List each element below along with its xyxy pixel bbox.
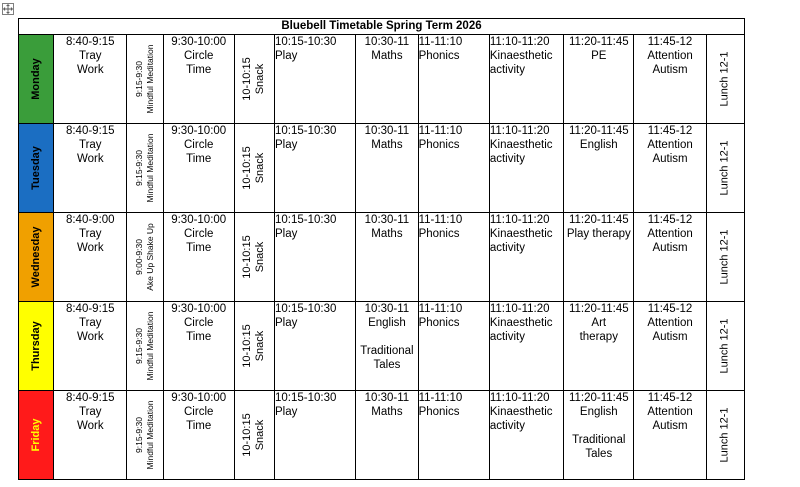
kinaesthetic-cell-line: Kinaesthetic [489,406,553,418]
kinaesthetic-cell-line: 11:10-11:20 [489,36,550,48]
phonics-cell-line: 11-11:10 [418,214,463,226]
late-morning-cell-line: 11:20-11:45 [568,303,629,315]
late-morning-cell [564,124,634,213]
day-cell [19,302,54,391]
mindful-cell-label [134,45,156,114]
circle-time-cell-line: Circle [184,406,214,418]
maths-cell-line: 10:30-11 [364,214,410,226]
circle-time-cell-line: Time [186,242,212,254]
attention-autism-cell-line: 11:45-12 [647,303,693,315]
attention-autism-cell-line: Autism [652,64,688,76]
lunch-cell-label: Lunch 12-1 [718,140,731,196]
tray-work-cell-line: 8:40-9:15 [65,36,115,48]
tray-work-cell-line: Work [76,242,104,254]
day-cell [19,391,54,480]
late-morning-cell [564,35,634,124]
circle-time-cell-line: Time [186,153,212,165]
table-row [19,302,745,391]
tray-work-cell-line: Tray [78,228,102,240]
late-morning-cell-line: Play therapy [566,228,631,240]
snack-cell [234,124,274,213]
snack-cell-line: 10-10:15 [241,146,254,190]
phonics-cell-line: Phonics [418,317,460,329]
timetable [18,18,745,480]
phonics-cell [418,213,489,302]
circle-time-cell-line: Circle [184,139,214,151]
play-cell [275,35,356,124]
day-cell [19,124,54,213]
circle-time-cell [163,213,234,302]
mindful-cell-line: Ake Up Shake Up [144,223,155,291]
play-cell-line: 10:15-10:30 [275,392,337,404]
circle-time-cell-line: Time [186,64,212,76]
mindful-cell-line: 9:15-9:30 [133,328,144,364]
maths-cell-line: Traditional [360,345,414,357]
tray-work-cell [54,35,127,124]
kinaesthetic-cell-line: activity [489,153,525,165]
phonics-cell-line: 11-11:10 [418,392,463,404]
circle-time-cell [163,391,234,480]
mindful-cell [127,213,163,302]
tray-work-cell-line: Work [76,420,104,432]
kinaesthetic-cell-line: 11:10-11:20 [489,125,550,137]
play-cell-line: 10:15-10:30 [275,214,337,226]
snack-cell-line: Snack [254,152,267,184]
maths-cell-line: English [368,317,406,329]
attention-autism-cell-line: Attention [647,228,693,240]
circle-time-cell-line: Circle [184,228,214,240]
day-label: Tuesday [30,146,43,190]
mindful-cell-line: 9:15-9:30 [133,150,144,186]
lunch-cell [706,35,744,124]
maths-cell-line: 10:30-11 [364,125,410,137]
late-morning-cell-line: 11:20-11:45 [568,392,629,404]
kinaesthetic-cell [489,302,563,391]
tray-work-cell-line: Tray [78,317,102,329]
attention-autism-cell-line: 11:45-12 [647,392,693,404]
day-cell [19,35,54,124]
maths-cell-line: 10:30-11 [364,36,410,48]
maths-cell [356,391,418,480]
snack-cell-line: Snack [254,241,267,273]
phonics-cell [418,35,489,124]
snack-cell-line: Snack [254,330,267,362]
circle-time-cell-line: Circle [184,50,214,62]
maths-cell-line: Maths [371,406,403,418]
lunch-cell-label: Lunch 12-1 [718,229,731,285]
phonics-cell [418,302,489,391]
play-cell-line: Play [275,139,298,151]
kinaesthetic-cell-line: 11:10-11:20 [489,214,550,226]
mindful-cell-label [134,401,156,470]
play-cell [275,302,356,391]
phonics-cell-line: 11-11:10 [418,303,463,315]
play-cell-line: 10:15-10:30 [275,36,337,48]
play-cell [275,213,356,302]
tray-work-cell-line: Tray [78,139,102,151]
maths-cell-line: Maths [371,228,403,240]
kinaesthetic-cell-line: activity [489,420,525,432]
table-move-handle-icon[interactable] [2,3,14,15]
late-morning-cell-line: 11:20-11:45 [568,125,629,137]
kinaesthetic-cell-line: Kinaesthetic [489,139,553,151]
tray-work-cell [54,124,127,213]
circle-time-cell [163,302,234,391]
attention-autism-cell-line: Attention [647,317,693,329]
day-label: Wednesday [30,226,43,288]
tray-work-cell-line: Work [76,331,104,343]
day-label: Thursday [30,321,43,371]
tray-work-cell [54,213,127,302]
snack-cell [234,35,274,124]
late-morning-cell-line: PE [591,50,607,62]
circle-time-cell [163,35,234,124]
mindful-cell-label [134,223,156,291]
tray-work-cell-line: Work [76,153,104,165]
snack-cell-line: Snack [254,63,267,95]
circle-time-cell-line: 9:30-10:00 [171,303,227,315]
late-morning-cell-line: Tales [585,448,613,460]
kinaesthetic-cell-line: activity [489,331,525,343]
day-label: Monday [30,58,43,100]
late-morning-cell-line: 11:20-11:45 [568,214,629,226]
mindful-cell [127,124,163,213]
play-cell [275,124,356,213]
tray-work-cell-line: 8:40-9:15 [65,392,115,404]
kinaesthetic-cell-line: 11:10-11:20 [489,392,550,404]
lunch-cell [706,213,744,302]
kinaesthetic-cell [489,391,563,480]
late-morning-cell-line [564,419,633,433]
maths-cell-line: Tales [373,359,401,371]
maths-cell-line [356,330,417,344]
snack-cell-label [241,235,267,278]
play-cell-line: 10:15-10:30 [275,125,337,137]
mindful-cell [127,35,163,124]
phonics-cell-line: Phonics [418,139,460,151]
lunch-cell [706,124,744,213]
tray-work-cell-line: 8:40-9:15 [65,125,115,137]
late-morning-cell-line: therapy [579,331,618,343]
mindful-cell [127,302,163,391]
mindful-cell-line: Mindful Meditation [144,400,155,470]
timetable-title: Bluebell Timetable Spring Term 2026 [19,19,745,35]
mindful-cell-line: 9:00-9:30 [133,239,144,275]
maths-cell-line: 10:30-11 [364,392,410,404]
mindful-cell-line: Mindful Meditation [144,44,155,114]
phonics-cell-line: 11-11:10 [418,36,463,48]
table-row [19,391,745,480]
kinaesthetic-cell-line: activity [489,242,525,254]
lunch-cell-label: Lunch 12-1 [718,51,731,107]
phonics-cell [418,391,489,480]
maths-cell-line: Maths [371,50,403,62]
play-cell-line: Play [275,228,298,240]
circle-time-cell-line: Time [186,420,212,432]
circle-time-cell [163,124,234,213]
late-morning-cell-line: English [579,139,618,151]
snack-cell-label [241,324,267,367]
phonics-cell-line: Phonics [418,228,460,240]
phonics-cell-line: Phonics [418,406,460,418]
play-cell-line: 10:15-10:30 [275,303,337,315]
late-morning-cell [564,391,634,480]
phonics-cell [418,124,489,213]
play-cell-line: Play [275,406,298,418]
attention-autism-cell [634,391,706,480]
late-morning-cell [564,302,634,391]
late-morning-cell-line: Art [591,317,607,329]
circle-time-cell-line: 9:30-10:00 [171,125,227,137]
late-morning-cell [564,213,634,302]
circle-time-cell-line: 9:30-10:00 [171,392,227,404]
lunch-cell-label: Lunch 12-1 [718,318,731,374]
kinaesthetic-cell-line: activity [489,64,525,76]
kinaesthetic-cell [489,213,563,302]
attention-autism-cell-line: 11:45-12 [647,36,693,48]
mindful-cell-line: Mindful Meditation [144,311,155,381]
attention-autism-cell-line: Attention [647,406,693,418]
kinaesthetic-cell [489,124,563,213]
snack-cell [234,391,274,480]
table-row [19,35,745,124]
tray-work-cell-line: Tray [78,406,102,418]
late-morning-cell-line: English [579,406,618,418]
attention-autism-cell-line: Autism [652,331,688,343]
attention-autism-cell-line: Attention [647,50,693,62]
tray-work-cell [54,391,127,480]
tray-work-cell-line: 8:40-9:15 [65,303,115,315]
mindful-cell-line: 9:15-9:30 [133,417,144,453]
day-label: Friday [30,418,43,452]
maths-cell [356,302,418,391]
attention-autism-cell [634,213,706,302]
attention-autism-cell-line: Autism [652,153,688,165]
mindful-cell-label [134,134,156,203]
attention-autism-cell-line: 11:45-12 [647,214,693,226]
phonics-cell-line: Phonics [418,50,460,62]
maths-cell-line: 10:30-11 [364,303,410,315]
lunch-cell [706,302,744,391]
snack-cell-line: 10-10:15 [241,324,254,368]
day-cell [19,213,54,302]
snack-cell-label [241,146,267,189]
snack-cell-line: 10-10:15 [241,413,254,457]
kinaesthetic-cell-line: 11:10-11:20 [489,303,550,315]
snack-cell-label [241,57,267,100]
play-cell-line: Play [275,50,298,62]
tray-work-cell-line: 8:40-9:00 [65,214,115,226]
circle-time-cell-line: Circle [184,317,214,329]
mindful-cell-line: 9:15-9:30 [133,61,144,97]
lunch-cell-label: Lunch 12-1 [718,407,731,463]
mindful-cell-line: Mindful Meditation [144,133,155,203]
late-morning-cell-line: 11:20-11:45 [568,36,629,48]
table-row [19,213,745,302]
attention-autism-cell-line: Autism [652,420,688,432]
circle-time-cell-line: Time [186,331,212,343]
circle-time-cell-line: 9:30-10:00 [171,36,227,48]
mindful-cell-label [134,312,156,381]
tray-work-cell-line: Tray [78,50,102,62]
snack-cell-label [241,413,267,456]
table-row [19,124,745,213]
kinaesthetic-cell-line: Kinaesthetic [489,50,553,62]
kinaesthetic-cell [489,35,563,124]
snack-cell-line: 10-10:15 [241,235,254,279]
maths-cell [356,124,418,213]
kinaesthetic-cell-line: Kinaesthetic [489,317,553,329]
play-cell-line: Play [275,317,298,329]
maths-cell [356,35,418,124]
maths-cell [356,213,418,302]
snack-cell [234,302,274,391]
snack-cell-line: 10-10:15 [241,57,254,101]
maths-cell-line: Maths [371,139,403,151]
attention-autism-cell [634,302,706,391]
attention-autism-cell [634,124,706,213]
attention-autism-cell-line: Attention [647,139,693,151]
lunch-cell [706,391,744,480]
mindful-cell [127,391,163,480]
phonics-cell-line: 11-11:10 [418,125,463,137]
play-cell [275,391,356,480]
attention-autism-cell-line: 11:45-12 [647,125,693,137]
attention-autism-cell-line: Autism [652,242,688,254]
kinaesthetic-cell-line: Kinaesthetic [489,228,553,240]
circle-time-cell-line: 9:30-10:00 [171,214,227,226]
attention-autism-cell [634,35,706,124]
late-morning-cell-line: Traditional [572,434,626,446]
snack-cell [234,213,274,302]
tray-work-cell-line: Work [76,64,104,76]
snack-cell-line: Snack [254,419,267,451]
tray-work-cell [54,302,127,391]
